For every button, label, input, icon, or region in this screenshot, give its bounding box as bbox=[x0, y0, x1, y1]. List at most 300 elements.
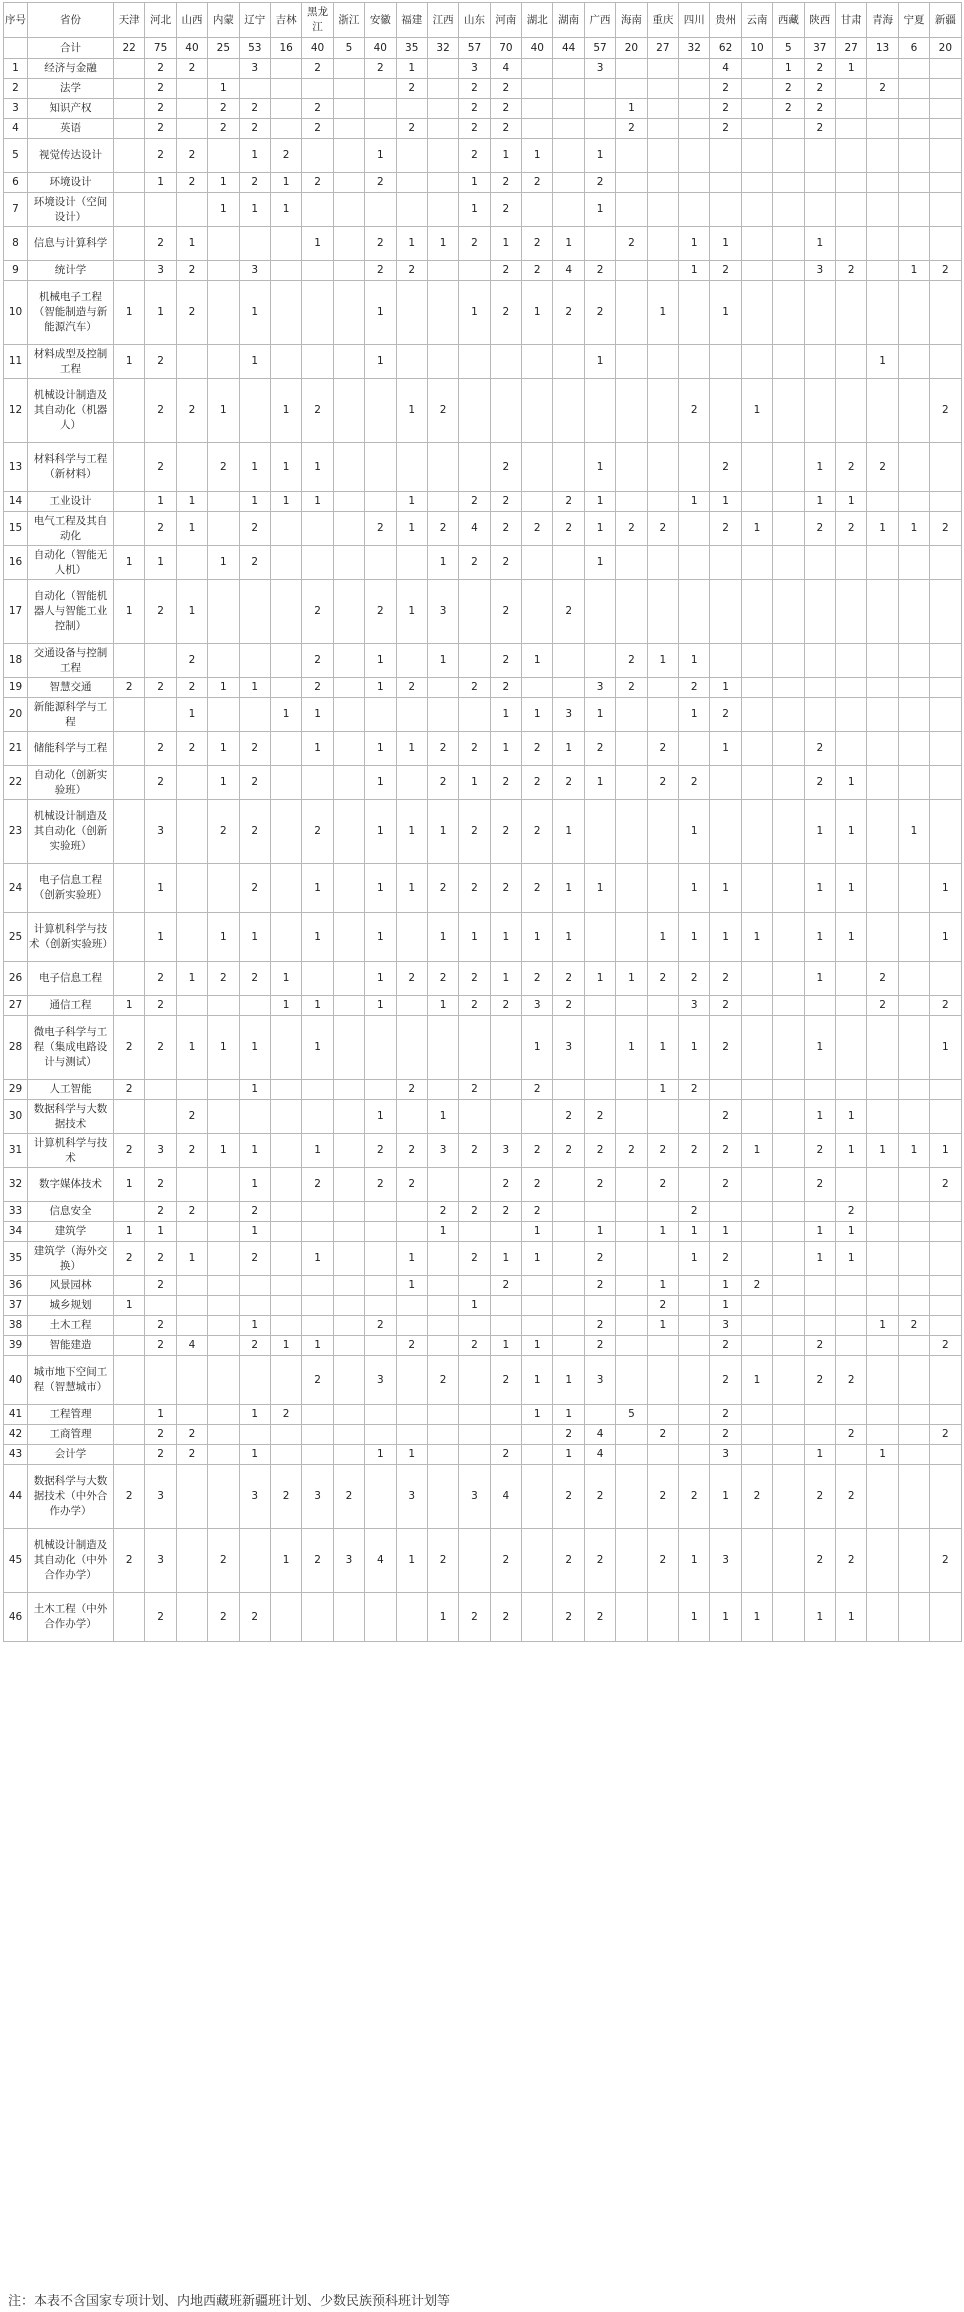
row-cell: 2 bbox=[145, 512, 176, 546]
row-cell bbox=[930, 580, 961, 644]
row-cell bbox=[522, 492, 553, 512]
row-cell: 2 bbox=[647, 766, 678, 800]
row-cell bbox=[930, 1242, 961, 1276]
row-seq: 39 bbox=[4, 1336, 28, 1356]
row-cell: 1 bbox=[930, 1016, 961, 1080]
row-cell bbox=[239, 644, 270, 678]
row-cell: 1 bbox=[710, 1296, 741, 1316]
row-cell: 2 bbox=[553, 1593, 584, 1642]
row-cell: 4 bbox=[584, 1445, 615, 1465]
row-cell: 2 bbox=[773, 79, 804, 99]
row-cell bbox=[773, 345, 804, 379]
row-cell bbox=[930, 732, 961, 766]
row-cell bbox=[741, 193, 772, 227]
row-cell: 2 bbox=[239, 864, 270, 913]
row-cell bbox=[867, 864, 898, 913]
row-cell: 2 bbox=[490, 492, 521, 512]
row-cell: 2 bbox=[176, 139, 207, 173]
row-cell bbox=[647, 173, 678, 193]
row-cell: 1 bbox=[835, 492, 866, 512]
row-cell bbox=[584, 580, 615, 644]
row-cell bbox=[208, 996, 239, 1016]
row-cell: 1 bbox=[239, 345, 270, 379]
row-cell bbox=[898, 443, 929, 492]
row-cell: 2 bbox=[584, 1529, 615, 1593]
total-value: 70 bbox=[490, 38, 521, 59]
row-cell: 1 bbox=[647, 281, 678, 345]
row-cell: 2 bbox=[553, 1465, 584, 1529]
row-cell bbox=[176, 1356, 207, 1405]
row-cell bbox=[239, 1100, 270, 1134]
row-cell: 2 bbox=[302, 678, 333, 698]
row-cell: 3 bbox=[584, 59, 615, 79]
row-cell: 1 bbox=[679, 1529, 710, 1593]
total-value: 27 bbox=[835, 38, 866, 59]
row-cell bbox=[930, 443, 961, 492]
row-cell bbox=[710, 580, 741, 644]
row-cell bbox=[176, 345, 207, 379]
row-cell: 2 bbox=[835, 1529, 866, 1593]
row-cell: 2 bbox=[459, 1593, 490, 1642]
row-cell: 3 bbox=[302, 1465, 333, 1529]
row-cell bbox=[898, 379, 929, 443]
row-cell bbox=[459, 443, 490, 492]
row-cell: 2 bbox=[208, 443, 239, 492]
total-value: 5 bbox=[333, 38, 364, 59]
row-cell: 2 bbox=[365, 59, 396, 79]
row-cell bbox=[208, 1296, 239, 1316]
row-cell bbox=[647, 1242, 678, 1276]
row-cell bbox=[114, 173, 145, 193]
row-cell: 2 bbox=[490, 512, 521, 546]
row-seq: 22 bbox=[4, 766, 28, 800]
row-cell: 1 bbox=[270, 443, 301, 492]
header-province-cell: 江西 bbox=[427, 3, 458, 38]
row-cell: 1 bbox=[176, 698, 207, 732]
row-cell: 1 bbox=[835, 1593, 866, 1642]
row-cell: 2 bbox=[804, 1356, 835, 1405]
row-cell bbox=[333, 193, 364, 227]
row-cell: 1 bbox=[522, 644, 553, 678]
table-row bbox=[4, 1336, 962, 1356]
row-cell bbox=[302, 962, 333, 996]
header-province-cell: 浙江 bbox=[333, 3, 364, 38]
row-cell bbox=[616, 546, 647, 580]
row-cell: 2 bbox=[647, 512, 678, 546]
row-cell: 2 bbox=[490, 546, 521, 580]
row-cell: 2 bbox=[647, 1529, 678, 1593]
row-cell bbox=[333, 492, 364, 512]
row-seq: 8 bbox=[4, 227, 28, 261]
row-seq: 20 bbox=[4, 698, 28, 732]
table-row bbox=[4, 1593, 962, 1642]
row-cell: 1 bbox=[239, 193, 270, 227]
row-major: 计算机科学与技术（创新实验班） bbox=[28, 913, 114, 962]
row-cell bbox=[867, 227, 898, 261]
row-cell: 2 bbox=[553, 996, 584, 1016]
row-cell: 1 bbox=[239, 1316, 270, 1336]
row-cell: 2 bbox=[239, 99, 270, 119]
total-seq bbox=[4, 38, 28, 59]
footnote: 注：本表不含国家专项计划、内地西藏班新疆班计划、少数民族预科班计划等 bbox=[8, 2294, 451, 2309]
row-cell: 2 bbox=[176, 1202, 207, 1222]
row-cell bbox=[270, 644, 301, 678]
row-cell bbox=[616, 732, 647, 766]
row-cell bbox=[270, 99, 301, 119]
row-cell: 2 bbox=[459, 1242, 490, 1276]
row-cell: 1 bbox=[365, 913, 396, 962]
row-cell bbox=[553, 59, 584, 79]
row-cell bbox=[553, 173, 584, 193]
row-cell: 3 bbox=[145, 1529, 176, 1593]
row-cell: 2 bbox=[302, 379, 333, 443]
row-cell bbox=[741, 139, 772, 173]
row-seq: 26 bbox=[4, 962, 28, 996]
row-cell bbox=[930, 546, 961, 580]
row-cell: 1 bbox=[239, 1168, 270, 1202]
row-cell bbox=[208, 1405, 239, 1425]
row-cell: 2 bbox=[616, 512, 647, 546]
row-cell: 3 bbox=[145, 1134, 176, 1168]
row-seq: 1 bbox=[4, 59, 28, 79]
total-value: 37 bbox=[804, 38, 835, 59]
row-cell bbox=[396, 99, 427, 119]
row-cell bbox=[679, 1425, 710, 1445]
row-cell bbox=[679, 345, 710, 379]
row-seq: 34 bbox=[4, 1222, 28, 1242]
row-cell: 2 bbox=[145, 1016, 176, 1080]
row-cell bbox=[773, 1593, 804, 1642]
row-cell bbox=[898, 1276, 929, 1296]
row-cell: 2 bbox=[522, 261, 553, 281]
row-cell: 1 bbox=[239, 1222, 270, 1242]
row-cell: 1 bbox=[302, 864, 333, 913]
row-cell bbox=[804, 1425, 835, 1445]
row-cell bbox=[710, 345, 741, 379]
row-cell bbox=[773, 546, 804, 580]
row-cell bbox=[647, 227, 678, 261]
row-cell bbox=[898, 227, 929, 261]
row-cell bbox=[427, 1168, 458, 1202]
row-seq: 3 bbox=[4, 99, 28, 119]
row-cell bbox=[930, 492, 961, 512]
row-cell: 2 bbox=[930, 1529, 961, 1593]
row-cell bbox=[459, 345, 490, 379]
row-cell: 2 bbox=[584, 261, 615, 281]
row-cell: 1 bbox=[710, 1222, 741, 1242]
header-province-cell: 西藏 bbox=[773, 3, 804, 38]
row-cell: 2 bbox=[710, 119, 741, 139]
row-cell bbox=[616, 1100, 647, 1134]
row-cell bbox=[773, 1100, 804, 1134]
row-cell: 2 bbox=[835, 1465, 866, 1529]
row-cell bbox=[302, 1445, 333, 1465]
row-cell: 1 bbox=[459, 913, 490, 962]
row-cell bbox=[773, 732, 804, 766]
row-cell bbox=[616, 173, 647, 193]
row-cell: 1 bbox=[710, 1593, 741, 1642]
row-seq: 25 bbox=[4, 913, 28, 962]
row-cell: 1 bbox=[365, 139, 396, 173]
row-cell bbox=[459, 379, 490, 443]
row-cell: 2 bbox=[616, 1134, 647, 1168]
row-cell: 2 bbox=[930, 512, 961, 546]
row-cell: 1 bbox=[176, 492, 207, 512]
row-cell bbox=[930, 1465, 961, 1529]
row-cell bbox=[898, 1296, 929, 1316]
row-cell bbox=[804, 1276, 835, 1296]
header-province-cell: 黑龙江 bbox=[302, 3, 333, 38]
row-cell bbox=[114, 864, 145, 913]
row-cell bbox=[302, 1080, 333, 1100]
row-cell: 4 bbox=[490, 1465, 521, 1529]
row-cell: 1 bbox=[302, 492, 333, 512]
row-cell bbox=[302, 1405, 333, 1425]
header-province-cell: 宁夏 bbox=[898, 3, 929, 38]
total-value: 57 bbox=[584, 38, 615, 59]
row-cell: 2 bbox=[616, 678, 647, 698]
row-cell bbox=[898, 766, 929, 800]
row-cell bbox=[679, 119, 710, 139]
row-cell: 2 bbox=[427, 379, 458, 443]
row-cell bbox=[302, 1296, 333, 1316]
row-cell bbox=[773, 492, 804, 512]
row-cell: 2 bbox=[584, 173, 615, 193]
row-cell bbox=[773, 1529, 804, 1593]
row-cell bbox=[930, 1405, 961, 1425]
row-cell bbox=[208, 1100, 239, 1134]
row-cell bbox=[930, 1316, 961, 1336]
row-cell bbox=[835, 345, 866, 379]
row-cell bbox=[333, 1336, 364, 1356]
row-cell bbox=[773, 1356, 804, 1405]
row-cell: 1 bbox=[710, 281, 741, 345]
row-cell: 1 bbox=[930, 864, 961, 913]
row-cell bbox=[679, 281, 710, 345]
row-cell: 1 bbox=[679, 492, 710, 512]
row-seq: 32 bbox=[4, 1168, 28, 1202]
row-seq: 11 bbox=[4, 345, 28, 379]
table-row bbox=[4, 227, 962, 261]
total-value: 20 bbox=[930, 38, 961, 59]
table-row bbox=[4, 1168, 962, 1202]
row-cell: 1 bbox=[898, 1134, 929, 1168]
row-cell bbox=[741, 99, 772, 119]
header-province-cell: 湖南 bbox=[553, 3, 584, 38]
row-cell: 2 bbox=[176, 1425, 207, 1445]
row-cell: 2 bbox=[710, 1405, 741, 1425]
row-cell bbox=[522, 580, 553, 644]
row-cell bbox=[867, 119, 898, 139]
row-cell bbox=[114, 1336, 145, 1356]
row-cell bbox=[930, 281, 961, 345]
row-cell: 2 bbox=[145, 678, 176, 698]
row-cell: 2 bbox=[835, 1202, 866, 1222]
row-cell: 2 bbox=[176, 644, 207, 678]
row-cell: 2 bbox=[459, 492, 490, 512]
header-province-cell: 山西 bbox=[176, 3, 207, 38]
row-cell: 2 bbox=[490, 766, 521, 800]
row-cell: 2 bbox=[208, 1529, 239, 1593]
row-cell bbox=[427, 1465, 458, 1529]
row-cell: 3 bbox=[553, 1016, 584, 1080]
row-cell bbox=[522, 1425, 553, 1445]
row-cell bbox=[114, 962, 145, 996]
row-cell: 3 bbox=[584, 1356, 615, 1405]
row-cell bbox=[930, 800, 961, 864]
row-cell bbox=[270, 1296, 301, 1316]
row-seq: 2 bbox=[4, 79, 28, 99]
header-province-cell: 广西 bbox=[584, 3, 615, 38]
row-cell: 2 bbox=[114, 1080, 145, 1100]
row-cell: 2 bbox=[553, 1134, 584, 1168]
row-cell bbox=[679, 1445, 710, 1465]
total-value: 75 bbox=[145, 38, 176, 59]
row-cell bbox=[302, 281, 333, 345]
row-cell: 2 bbox=[773, 99, 804, 119]
row-cell bbox=[773, 281, 804, 345]
row-cell: 1 bbox=[553, 913, 584, 962]
row-cell: 1 bbox=[835, 1242, 866, 1276]
row-cell: 2 bbox=[490, 678, 521, 698]
row-cell bbox=[176, 1529, 207, 1593]
row-cell bbox=[616, 193, 647, 227]
row-cell: 1 bbox=[522, 698, 553, 732]
row-cell bbox=[365, 1296, 396, 1316]
row-cell: 2 bbox=[490, 1593, 521, 1642]
row-cell bbox=[270, 913, 301, 962]
row-cell: 1 bbox=[365, 281, 396, 345]
row-cell bbox=[270, 1316, 301, 1336]
row-cell bbox=[616, 281, 647, 345]
row-cell: 3 bbox=[522, 996, 553, 1016]
row-cell bbox=[239, 1296, 270, 1316]
row-cell bbox=[427, 1316, 458, 1336]
row-cell: 1 bbox=[239, 1405, 270, 1425]
row-cell bbox=[333, 1168, 364, 1202]
row-cell: 2 bbox=[490, 261, 521, 281]
row-cell bbox=[804, 193, 835, 227]
row-cell: 2 bbox=[145, 79, 176, 99]
row-cell bbox=[741, 864, 772, 913]
row-cell bbox=[522, 1296, 553, 1316]
row-cell bbox=[804, 1296, 835, 1316]
row-cell bbox=[773, 193, 804, 227]
row-cell bbox=[396, 546, 427, 580]
row-cell: 1 bbox=[898, 800, 929, 864]
row-cell bbox=[773, 173, 804, 193]
row-cell bbox=[647, 1336, 678, 1356]
row-cell: 1 bbox=[490, 732, 521, 766]
row-cell: 5 bbox=[616, 1405, 647, 1425]
row-cell bbox=[333, 678, 364, 698]
row-cell bbox=[773, 119, 804, 139]
row-cell bbox=[553, 193, 584, 227]
row-cell bbox=[176, 1168, 207, 1202]
row-cell: 1 bbox=[302, 1336, 333, 1356]
row-cell: 2 bbox=[490, 1276, 521, 1296]
row-cell: 2 bbox=[208, 800, 239, 864]
row-cell bbox=[616, 1529, 647, 1593]
row-cell: 2 bbox=[930, 379, 961, 443]
row-cell bbox=[616, 913, 647, 962]
row-cell bbox=[427, 1405, 458, 1425]
row-cell: 2 bbox=[647, 1134, 678, 1168]
table-row bbox=[4, 1296, 962, 1316]
row-cell bbox=[490, 1405, 521, 1425]
row-cell: 1 bbox=[490, 139, 521, 173]
row-cell bbox=[835, 1405, 866, 1425]
row-cell bbox=[114, 193, 145, 227]
row-cell bbox=[647, 678, 678, 698]
row-major: 统计学 bbox=[28, 261, 114, 281]
row-cell: 2 bbox=[270, 139, 301, 173]
row-cell bbox=[584, 227, 615, 261]
row-cell bbox=[647, 864, 678, 913]
row-cell: 2 bbox=[114, 1134, 145, 1168]
row-cell bbox=[898, 119, 929, 139]
row-cell bbox=[773, 227, 804, 261]
row-cell bbox=[333, 59, 364, 79]
total-value: 16 bbox=[270, 38, 301, 59]
row-major: 新能源科学与工程 bbox=[28, 698, 114, 732]
row-cell bbox=[679, 512, 710, 546]
table-row bbox=[4, 1405, 962, 1425]
row-cell: 2 bbox=[522, 1168, 553, 1202]
row-cell bbox=[773, 962, 804, 996]
row-cell bbox=[490, 1425, 521, 1445]
row-cell: 1 bbox=[114, 996, 145, 1016]
row-cell bbox=[176, 1080, 207, 1100]
row-cell: 1 bbox=[710, 227, 741, 261]
row-cell: 1 bbox=[490, 227, 521, 261]
table-row bbox=[4, 261, 962, 281]
row-cell bbox=[114, 1202, 145, 1222]
row-cell bbox=[898, 1405, 929, 1425]
row-cell bbox=[898, 580, 929, 644]
row-cell bbox=[114, 79, 145, 99]
row-cell bbox=[898, 1425, 929, 1445]
row-cell: 2 bbox=[490, 580, 521, 644]
row-cell bbox=[333, 864, 364, 913]
row-cell bbox=[584, 1296, 615, 1316]
row-cell: 2 bbox=[145, 59, 176, 79]
row-cell bbox=[396, 345, 427, 379]
row-cell: 1 bbox=[710, 678, 741, 698]
header-province-cell: 河北 bbox=[145, 3, 176, 38]
row-cell bbox=[773, 913, 804, 962]
row-cell bbox=[898, 1222, 929, 1242]
row-cell bbox=[930, 79, 961, 99]
row-cell: 2 bbox=[145, 962, 176, 996]
row-cell: 3 bbox=[804, 261, 835, 281]
row-cell: 1 bbox=[741, 1356, 772, 1405]
row-cell bbox=[835, 193, 866, 227]
row-cell: 1 bbox=[365, 732, 396, 766]
row-cell bbox=[427, 1080, 458, 1100]
row-cell bbox=[898, 492, 929, 512]
row-cell bbox=[490, 345, 521, 379]
row-cell bbox=[835, 1445, 866, 1465]
row-cell bbox=[741, 1168, 772, 1202]
row-cell: 2 bbox=[584, 1276, 615, 1296]
row-cell: 1 bbox=[114, 580, 145, 644]
row-cell bbox=[333, 1445, 364, 1465]
row-cell: 2 bbox=[804, 1529, 835, 1593]
row-cell: 1 bbox=[176, 512, 207, 546]
row-cell bbox=[459, 1168, 490, 1202]
row-cell bbox=[616, 379, 647, 443]
